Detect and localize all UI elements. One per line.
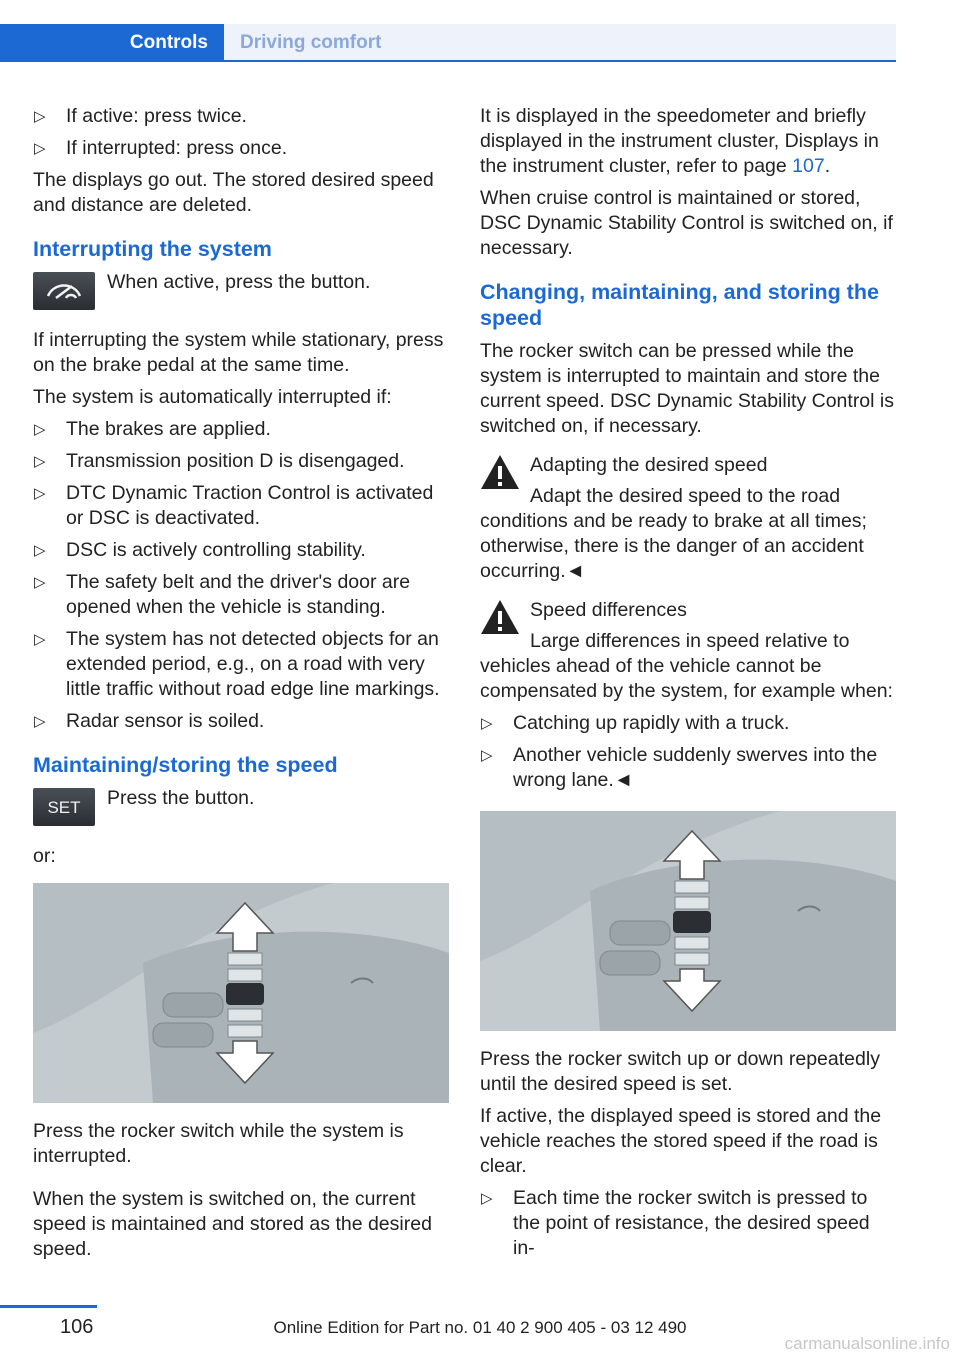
set-button-icon: SET xyxy=(33,788,95,826)
tab-driving-comfort[interactable]: Driving comfort xyxy=(224,24,896,62)
warning-text: Adapt the desired speed to the road conditions and be ready to brake at all times; otherwise, there is the danger of an accident occurring.◄ xyxy=(480,485,867,582)
list-item: ▷ Another vehicle suddenly swerves into the wrong lane.◄ xyxy=(481,744,878,791)
paragraph: Press the rocker switch up or down repeatedly until the desired speed is set. xyxy=(480,1048,880,1095)
heading-maintaining: Maintaining/storing the speed xyxy=(33,753,338,777)
triangle-bullet-icon: ▷ xyxy=(481,1190,493,1207)
paragraph: If active, the displayed speed is stored and the vehicle reaches the stored speed if the road is clear. xyxy=(480,1105,882,1177)
list-item: ▷ DSC is actively controlling stability. xyxy=(34,539,366,561)
triangle-bullet-icon: ▷ xyxy=(34,631,46,648)
warning-block xyxy=(480,598,896,704)
paragraph: or: xyxy=(33,845,56,867)
list-item: ▷ DTC Dynamic Traction Control is activated or DSC is deactivated. xyxy=(34,482,434,529)
set-button-row xyxy=(33,786,449,830)
paragraph: When cruise control is maintained or stored, DSC Dynamic Stability Control is switched on, if necessary. xyxy=(480,187,893,259)
page-number: 106 xyxy=(60,1316,94,1338)
warning-text: Large differences in speed relative to vehicles ahead of the vehicle cannot be compensated by the system, for example when: xyxy=(480,630,893,702)
list-item: ▷ If active: press twice. xyxy=(34,105,247,127)
warning-block xyxy=(480,453,896,584)
paragraph: Press the rocker switch while the system is interrupted. xyxy=(33,1120,404,1167)
paragraph: When the system is switched on, the current speed is maintained and stored as the desired speed. xyxy=(33,1188,432,1260)
steering-wheel-rocker-image xyxy=(480,811,896,1031)
set-instruction: Press the button. xyxy=(107,787,255,809)
list-item: ▷ The system has not detected objects for an extended period, e.g., on a road with very little traffic without road edge line markings. xyxy=(34,628,440,700)
footer-divider xyxy=(0,1305,97,1308)
paragraph: If interrupting the system while stationary, press on the brake pedal at the same time. xyxy=(33,329,444,376)
triangle-bullet-icon: ▷ xyxy=(34,421,46,438)
triangle-bullet-icon: ▷ xyxy=(34,713,46,730)
triangle-bullet-icon: ▷ xyxy=(34,485,46,502)
interrupt-button-row xyxy=(33,270,449,314)
warning-title: Speed differences xyxy=(530,599,687,621)
steering-wheel-rocker-image xyxy=(33,883,449,1103)
left-column xyxy=(33,104,449,1269)
warning-title: Adapting the desired speed xyxy=(530,454,768,476)
list-item: ▷ Each time the rocker switch is pressed to the point of resistance, the desired speed in- xyxy=(481,1187,870,1259)
warning-icon xyxy=(480,453,520,491)
triangle-bullet-icon: ▷ xyxy=(34,542,46,559)
interrupt-instruction: When active, press the button. xyxy=(107,271,371,293)
list-item: ▷ The safety belt and the driver's door are opened when the vehicle is standing. xyxy=(34,571,411,618)
paragraph: The displays go out. The stored desired speed and distance are deleted. xyxy=(33,169,434,216)
right-column xyxy=(480,104,896,1268)
triangle-bullet-icon: ▷ xyxy=(481,715,493,732)
page-link[interactable]: 107 xyxy=(792,155,825,177)
tab-controls[interactable]: Controls xyxy=(0,24,224,62)
warning-icon xyxy=(480,598,520,636)
triangle-bullet-icon: ▷ xyxy=(481,747,493,764)
triangle-bullet-icon: ▷ xyxy=(34,453,46,470)
heading-interrupting: Interrupting the system xyxy=(33,237,272,261)
list-item: ▷ If interrupted: press once. xyxy=(34,137,288,159)
triangle-bullet-icon: ▷ xyxy=(34,108,46,125)
paragraph: The system is automatically interrupted if: xyxy=(33,386,392,408)
heading-changing: Changing, maintaining, and storing the speed xyxy=(480,280,879,330)
header-divider xyxy=(0,60,896,62)
paragraph: The rocker switch can be pressed while the system is interrupted to maintain and store the current speed. DSC Dynamic Stability Control is switched on, if necessary. xyxy=(480,340,894,437)
list-item: ▷ Transmission position D is disengaged. xyxy=(34,450,405,472)
watermark: carmanualsonline.info xyxy=(784,1334,950,1353)
triangle-bullet-icon: ▷ xyxy=(34,140,46,157)
list-item: ▷ Radar sensor is soiled. xyxy=(34,710,265,732)
list-item: ▷ The brakes are applied. xyxy=(34,418,271,440)
cruise-interrupt-icon xyxy=(33,272,95,310)
triangle-bullet-icon: ▷ xyxy=(34,574,46,591)
page-header xyxy=(0,0,960,62)
paragraph: It is displayed in the speedometer and briefly displayed in the instrument cluster, Displays in the instrument cluster, refer to page 107. xyxy=(480,105,879,177)
edition-text: Online Edition for Part no. 01 40 2 900 405 - 03 12 490 xyxy=(273,1318,687,1337)
list-item: ▷ Catching up rapidly with a truck. xyxy=(481,712,790,734)
